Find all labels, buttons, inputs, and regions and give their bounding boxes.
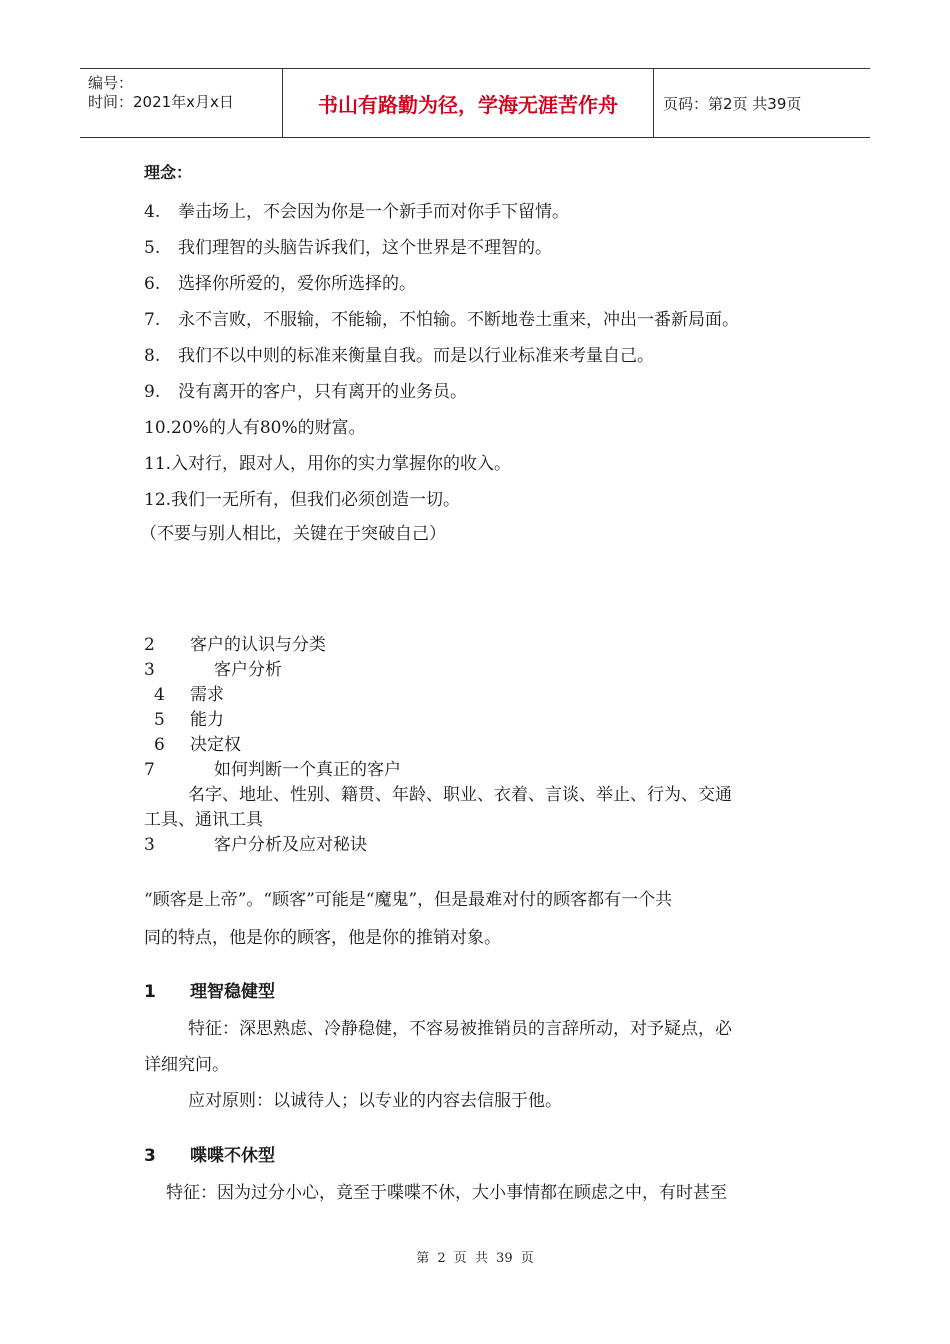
outline-item — [144, 755, 401, 780]
outline-item — [144, 630, 326, 655]
concept-note: （不要与别人相比，关键在于突破自己） — [140, 524, 446, 544]
type-title: 喋喋不休型 — [190, 1146, 275, 1166]
type-num: 3 — [144, 1146, 156, 1166]
concept-item-num: 4. — [144, 202, 161, 222]
concept-item — [144, 305, 739, 330]
concept-item — [144, 485, 460, 510]
header-page-info: 页码：第2页 共39页 — [663, 94, 802, 113]
section-num: 3 — [144, 835, 155, 855]
concept-item-num: 7. — [144, 310, 161, 330]
concept-item — [144, 449, 511, 474]
concept-item-text: 没有离开的客户，只有离开的业务员。 — [178, 382, 467, 402]
outline-num: 7 — [144, 760, 155, 780]
intro-paragraph-line: “顾客是上帝”。“顾客”可能是“魔鬼”，但是最难对付的顾客都有一个共 — [144, 890, 673, 910]
concept-item — [144, 197, 569, 222]
concept-item-text: 我们不以中则的标准来衡量自我。而是以行业标准来考量自己。 — [178, 346, 654, 366]
type-feature-line: 详细究问。 — [144, 1055, 229, 1075]
type-heading — [144, 1141, 275, 1166]
concept-item — [144, 269, 416, 294]
concept-item-text: 我们一无所有，但我们必须创造一切。 — [171, 490, 461, 510]
concept-item — [144, 377, 467, 402]
outline-text: 如何判断一个真正的客户 — [214, 760, 401, 780]
concept-item-text: 20%的人有80%的财富。 — [171, 418, 366, 438]
section-text: 客户分析及应对秘诀 — [214, 835, 367, 855]
page-footer: 第 2 页 共 39 页 — [416, 1251, 534, 1266]
outline-text: 能力 — [190, 710, 224, 730]
header-meta-cell — [80, 69, 283, 137]
outline-text: 决定权 — [190, 735, 241, 755]
outline-item — [144, 655, 282, 680]
concept-item-num: 12. — [144, 490, 172, 510]
judge-line: 名字、地址、性别、籍贯、年龄、职业、衣着、言谈、举止、行为、交通 — [188, 785, 732, 805]
concept-item-text: 入对行，跟对人，用你的实力掌握你的收入。 — [171, 454, 512, 474]
concept-item — [144, 341, 654, 366]
type-title: 理智稳健型 — [190, 982, 275, 1002]
concept-item-text: 选择你所爱的，爱你所选择的。 — [178, 274, 416, 294]
document-header — [80, 68, 870, 138]
number-label: 编号： — [88, 74, 134, 92]
concept-item — [144, 233, 552, 258]
concept-item-num: 8. — [144, 346, 161, 366]
outline-num: 2 — [144, 635, 155, 655]
judge-line: 工具、通讯工具 — [144, 810, 263, 830]
outline-num: 4 — [154, 685, 165, 705]
type-feature-line: 特征：深思熟虑、冷静稳健，不容易被推销员的言辞所动，对予疑点，必 — [188, 1019, 732, 1039]
concept-title: 理念： — [144, 163, 193, 182]
intro-paragraph-line: 同的特点，他是你的顾客，他是你的推销对象。 — [144, 928, 501, 948]
time-label: 时间：2021年x月x日 — [88, 93, 234, 111]
concept-item-num: 10. — [144, 418, 172, 438]
outline-text: 客户的认识与分类 — [190, 635, 326, 655]
outline-num: 3 — [144, 660, 155, 680]
outline-item — [154, 680, 224, 705]
outline-num: 6 — [154, 735, 165, 755]
type-strategy: 应对原则：以诚待人；以专业的内容去信服于他。 — [188, 1091, 562, 1111]
concept-item-text: 永不言败，不服输，不能输，不怕输。不断地卷土重来，冲出一番新局面。 — [178, 310, 739, 330]
outline-item — [154, 705, 224, 730]
type-heading — [144, 977, 275, 1002]
concept-item-text: 我们理智的头脑告诉我们，这个世界是不理智的。 — [178, 238, 552, 258]
outline-text: 需求 — [190, 685, 224, 705]
outline-item — [154, 730, 241, 755]
concept-item-num: 5. — [144, 238, 161, 258]
concept-item-text: 拳击场上，不会因为你是一个新手而对你手下留情。 — [178, 202, 569, 222]
concept-item-num: 11. — [144, 454, 172, 474]
concept-item-num: 6. — [144, 274, 161, 294]
section-heading — [144, 830, 367, 855]
type-num: 1 — [144, 982, 156, 1002]
type-feature-line: 特征：因为过分小心，竟至于喋喋不休，大小事情都在顾虑之中，有时甚至 — [166, 1183, 727, 1203]
concept-item — [144, 413, 366, 438]
concept-item-num: 9. — [144, 382, 161, 402]
outline-text: 客户分析 — [214, 660, 282, 680]
outline-num: 5 — [154, 710, 165, 730]
header-motto: 书山有路勤为径，学海无涯苦作舟 — [283, 69, 654, 137]
